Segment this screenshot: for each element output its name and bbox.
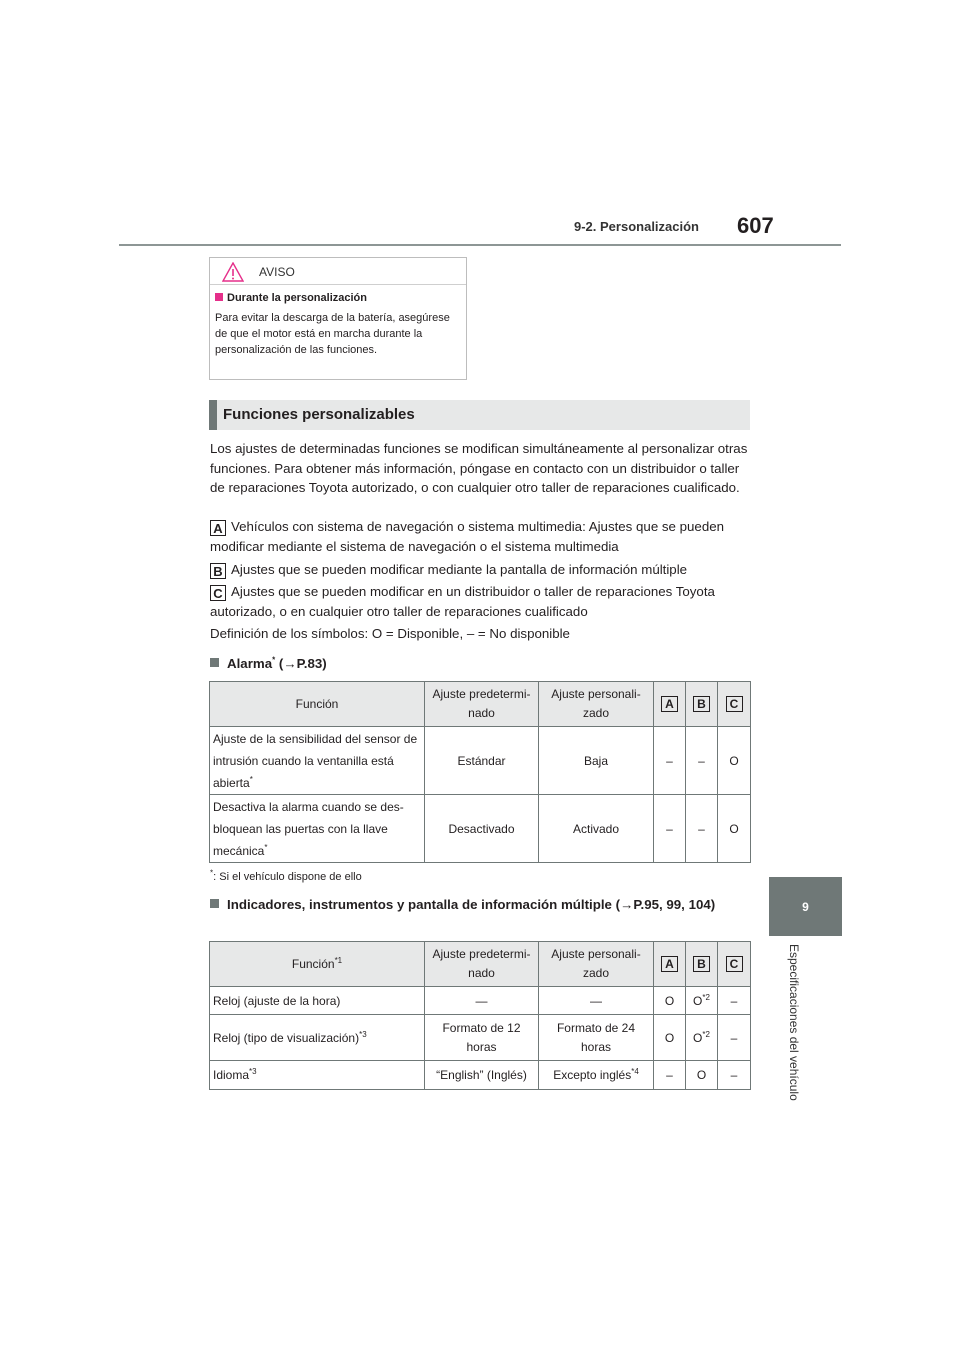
title-accent <box>209 400 217 430</box>
row-b: $O^{*2}$ <box>686 987 718 1015</box>
row-c: – <box>718 987 751 1015</box>
alarm-heading: Alarma* (→P.83) <box>210 654 327 674</box>
warning-subtitle: Durante la personalización <box>215 292 367 304</box>
warning-title: AVISO <box>259 265 295 279</box>
table-row <box>210 727 751 795</box>
header-rule <box>119 244 841 246</box>
row-custom: Excepto inglés$^{*4}$ <box>539 1061 654 1090</box>
row-default: “English” (Inglés) <box>425 1061 539 1090</box>
intro-paragraph: Los ajustes de determinadas funciones se modifican simultáneamente al personalizar otras funciones. Para obtener más información, póngase en contacto con un distribuidor o taller de reparaciones Toyota autorizado, o con cualquier otro taller de reparaciones cualificado. <box>210 441 748 495</box>
row-a: – <box>654 795 686 863</box>
table-header-row <box>210 682 751 727</box>
chapter-number: 9 <box>802 899 809 914</box>
row-a: O <box>654 1015 686 1061</box>
section-title: Funciones personalizables <box>223 406 415 423</box>
chapter-title: Especificaciones del vehículo <box>787 944 801 1101</box>
symbol-definition: Definición de los símbolos: O = Disponible, – = No disponible <box>210 626 570 641</box>
row-custom: Baja <box>539 727 654 795</box>
table-header-row <box>210 942 751 987</box>
row-default: Desactivado <box>425 795 539 863</box>
indicators-table <box>209 941 751 1090</box>
row-b: – <box>686 727 718 795</box>
table-row <box>210 1061 751 1090</box>
chapter-tab[interactable] <box>769 877 842 936</box>
legend-item-c: C Ajustes que se pueden modificar en un distribuidor o taller de reparaciones Toyota autorizado, o en cualquier otro taller de reparaciones cualificado <box>210 584 715 619</box>
row-function: Reloj (ajuste de la hora) <box>210 987 425 1015</box>
indicators-heading: Indicadores, instrumentos y pantalla de información múltiple (→P.95, 99, 104) <box>210 895 740 915</box>
col-b: B <box>686 942 718 987</box>
row-a: – <box>654 1061 686 1090</box>
col-custom: Ajuste personalizado <box>539 682 654 727</box>
alarm-table <box>209 681 751 863</box>
row-custom: Activado <box>539 795 654 863</box>
letter-a-box: A <box>210 520 226 536</box>
row-a: – <box>654 727 686 795</box>
row-c: – <box>718 1061 751 1090</box>
table-row <box>210 987 751 1015</box>
col-a: A <box>654 682 686 727</box>
row-c: O <box>718 795 751 863</box>
row-b: O <box>686 1061 718 1090</box>
table-row <box>210 1015 751 1061</box>
table-row <box>210 795 751 863</box>
row-default: Formato de 12 horas <box>425 1015 539 1061</box>
page-number: 607 <box>737 213 774 238</box>
section-title-bar <box>209 400 750 430</box>
row-c: – <box>718 1015 751 1061</box>
col-default: Ajuste predeterminado <box>425 682 539 727</box>
warning-header <box>210 258 466 285</box>
letter-b-box: B <box>210 563 226 579</box>
row-a: O <box>654 987 686 1015</box>
section-label: 9-2. Personalización <box>574 219 699 234</box>
row-b: – <box>686 795 718 863</box>
row-default: — <box>425 987 539 1015</box>
legend-item-b: B Ajustes que se pueden modificar mediante la pantalla de información múltiple <box>210 560 751 580</box>
letter-c-box: C <box>210 585 226 601</box>
alarm-footnote: *: Si el vehículo dispone de ello <box>210 868 362 883</box>
col-b: B <box>686 682 718 727</box>
warning-box <box>209 257 467 380</box>
warning-body: Para evitar la descarga de la batería, asegúrese de que el motor está en marcha durante la personalización de las funciones. <box>215 312 450 356</box>
row-function: Idioma$^{*3}$ <box>210 1061 425 1090</box>
row-custom: Formato de 24 horas <box>539 1015 654 1061</box>
row-default: Estándar <box>425 727 539 795</box>
pink-square-icon <box>215 293 223 301</box>
row-function: Ajuste de la sensibilidad del sensor de intrusión cuando la ventanilla está abierta* <box>210 727 425 795</box>
col-c: C <box>718 942 751 987</box>
row-function: Desactiva la alarma cuando se desbloquean las puertas con la llave mecánica* <box>210 795 425 863</box>
col-default: Ajuste predeterminado <box>425 942 539 987</box>
warning-triangle-icon <box>222 262 244 282</box>
legend-item-a: A Vehículos con sistema de navegación o sistema multimedia: Ajustes que se pueden modificar mediante el sistema de navegación o el sistema multimedia <box>210 519 725 554</box>
col-custom: Ajuste personalizado <box>539 942 654 987</box>
col-c: C <box>718 682 751 727</box>
row-custom: — <box>539 987 654 1015</box>
col-a: A <box>654 942 686 987</box>
col-function: Función <box>210 682 425 727</box>
bullet-square-icon <box>210 899 219 908</box>
row-c: O <box>718 727 751 795</box>
col-function: Función$^{*1}$ <box>210 942 425 987</box>
row-function: Reloj (tipo de visualización)$^{*3}$ <box>210 1015 425 1061</box>
row-b: $O^{*2}$ <box>686 1015 718 1061</box>
bullet-square-icon <box>210 658 219 667</box>
